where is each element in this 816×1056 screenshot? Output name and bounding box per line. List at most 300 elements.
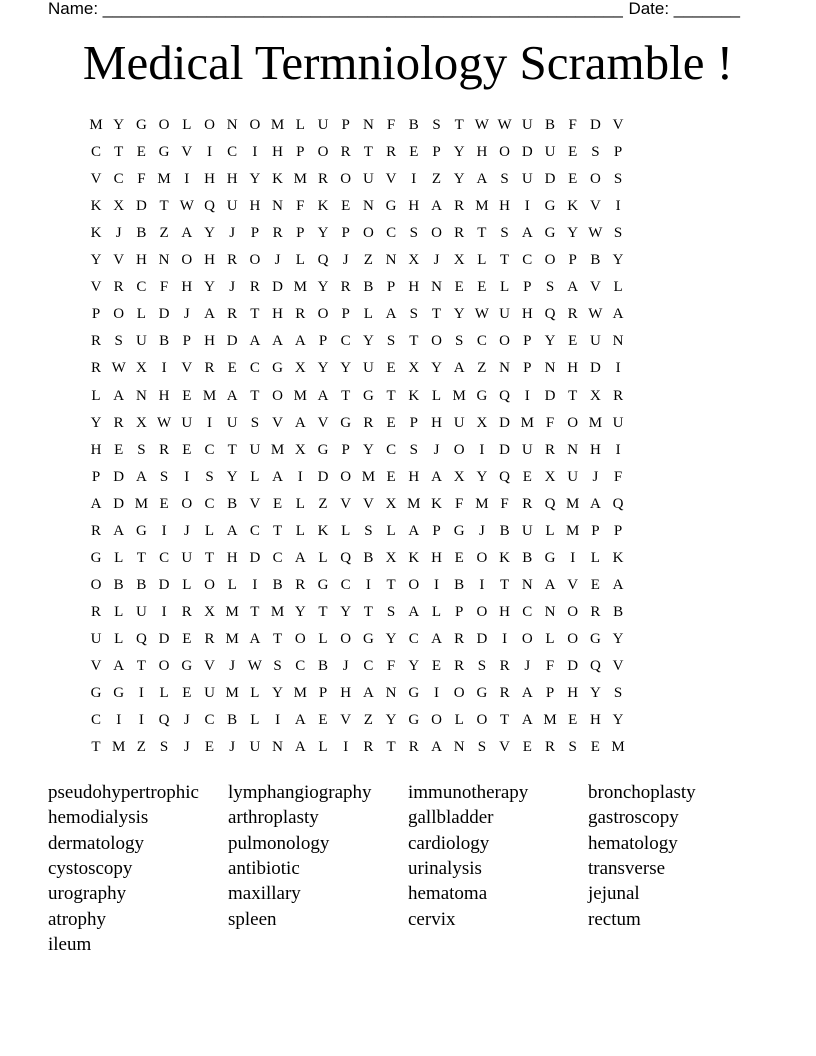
word-list-item: gallbladder — [408, 807, 494, 829]
grid-letter: Y — [249, 171, 261, 188]
grid-letter: O — [90, 576, 102, 593]
grid-letter: P — [409, 414, 418, 431]
grid-letter: C — [522, 603, 533, 620]
grid-letter: H — [158, 387, 170, 404]
grid-letter: H — [521, 306, 533, 323]
grid-letter: A — [226, 387, 238, 404]
grid-letter: V — [317, 414, 329, 431]
grid-letter: O — [499, 144, 511, 161]
grid-letter: Q — [612, 495, 624, 512]
grid-letter: T — [386, 387, 396, 404]
grid-letter: Z — [318, 495, 328, 512]
grid-letter: C — [204, 712, 215, 729]
word-list-item: spleen — [228, 908, 277, 930]
grid-letter: R — [386, 144, 397, 161]
grid-letter: J — [433, 441, 440, 458]
grid-letter: D — [158, 576, 170, 593]
grid-letter: K — [431, 495, 442, 512]
grid-letter: T — [114, 144, 124, 161]
grid-letter: B — [454, 576, 465, 593]
grid-letter: S — [613, 685, 623, 702]
grid-letter: M — [293, 279, 307, 296]
grid-letter: H — [408, 468, 420, 485]
grid-letter: B — [590, 252, 601, 269]
grid-letter: U — [249, 739, 261, 756]
grid-letter: E — [454, 279, 464, 296]
grid-letter: I — [207, 144, 212, 161]
grid-letter: X — [589, 387, 601, 404]
grid-letter: Y — [589, 685, 601, 702]
grid-letter: O — [158, 658, 170, 674]
grid-letter: H — [272, 306, 284, 323]
grid-letter: N — [362, 117, 374, 133]
grid-letter: I — [502, 630, 508, 647]
grid-letter: U — [204, 685, 215, 702]
grid-letter: N — [544, 603, 556, 620]
grid-letter: T — [250, 603, 260, 620]
grid-letter: M — [293, 685, 307, 702]
grid-letter: C — [249, 522, 260, 539]
grid-letter: P — [318, 333, 328, 350]
grid-letter: S — [137, 441, 146, 458]
grid-letter: L — [136, 306, 146, 323]
grid-letter: I — [161, 603, 167, 620]
grid-letter: L — [204, 522, 215, 539]
grid-letter: V — [499, 739, 511, 756]
grid-letter: U — [544, 144, 556, 161]
grid-letter: F — [568, 117, 577, 133]
grid-letter: X — [135, 360, 147, 377]
grid-letter: D — [158, 630, 170, 647]
grid-letter: O — [340, 630, 352, 647]
grid-letter: P — [182, 333, 191, 350]
grid-letter: L — [250, 468, 260, 485]
grid-letter: Q — [499, 387, 511, 404]
grid-letter: R — [113, 414, 124, 431]
grid-letter: C — [249, 360, 260, 377]
grid-letter: O — [249, 117, 261, 133]
grid-letter: A — [431, 739, 442, 756]
grid-letter: A — [135, 468, 147, 485]
grid-letter: E — [159, 495, 169, 512]
grid-letter: T — [363, 144, 373, 161]
grid-letter: P — [432, 144, 441, 161]
grid-letter: C — [113, 171, 124, 188]
grid-letter: Y — [272, 685, 284, 702]
grid-letter: A — [408, 522, 420, 539]
grid-letter: G — [90, 549, 102, 566]
grid-letter: M — [566, 522, 580, 539]
grid-letter: I — [479, 576, 485, 593]
grid-letter: E — [114, 441, 124, 458]
grid-letter: Y — [362, 333, 374, 350]
word-list-item: arthroplasty — [228, 807, 319, 829]
grid-letter: R — [159, 441, 170, 458]
grid-letter: N — [135, 387, 147, 404]
grid-letter: R — [613, 387, 624, 404]
grid-letter: G — [589, 630, 601, 647]
grid-letter: T — [500, 712, 510, 729]
grid-letter: M — [293, 387, 307, 404]
grid-letter: E — [136, 144, 146, 161]
grid-letter: G — [90, 685, 102, 702]
grid-letter: R — [544, 441, 555, 458]
grid-letter: P — [523, 279, 532, 296]
grid-letter: B — [227, 495, 238, 512]
grid-letter: R — [544, 739, 555, 756]
grid-letter: I — [570, 549, 576, 566]
grid-letter: A — [612, 576, 624, 593]
grid-letter: I — [138, 685, 144, 702]
grid-letter: O — [476, 712, 488, 729]
grid-letter: N — [453, 739, 465, 756]
grid-letter: E — [590, 576, 600, 593]
grid-letter: O — [499, 333, 511, 350]
grid-letter: A — [113, 658, 125, 674]
grid-letter: G — [385, 198, 397, 215]
grid-letter: D — [249, 549, 261, 566]
grid-letter: F — [545, 658, 555, 674]
grid-letter: M — [225, 630, 239, 647]
grid-letter: E — [386, 360, 396, 377]
grid-letter: T — [454, 117, 464, 133]
grid-letter: T — [431, 306, 442, 323]
grid-letter: J — [183, 522, 190, 539]
grid-letter: M — [520, 414, 534, 431]
word-list-item: lymphangiography — [228, 782, 372, 803]
grid-letter: F — [296, 198, 305, 215]
grid-letter: E — [568, 333, 578, 350]
grid-letter: L — [431, 603, 442, 620]
grid-letter: A — [567, 279, 579, 296]
grid-letter: O — [567, 603, 579, 620]
grid-letter: M — [293, 171, 307, 188]
grid-letter: J — [342, 252, 349, 269]
grid-letter: V — [249, 495, 261, 512]
grid-letter: D — [113, 468, 125, 485]
grid-letter: U — [226, 198, 238, 215]
grid-letter: V — [90, 658, 102, 674]
grid-letter: A — [226, 522, 238, 539]
grid-letter: T — [250, 387, 260, 404]
grid-letter: L — [182, 576, 192, 593]
grid-letter: Y — [340, 360, 352, 377]
grid-letter: C — [363, 658, 374, 674]
grid-letter: Z — [363, 712, 373, 729]
grid-letter: T — [91, 739, 101, 756]
grid-letter: Y — [385, 630, 397, 647]
grid-letter: U — [249, 441, 261, 458]
grid-letter: H — [204, 333, 215, 350]
grid-letter: I — [615, 441, 621, 458]
grid-letter: Q — [544, 306, 556, 323]
grid-letter: E — [182, 685, 192, 702]
grid-letter: Y — [294, 603, 306, 620]
grid-letter: H — [340, 685, 352, 702]
grid-letter: M — [566, 495, 580, 512]
grid-letter: S — [613, 225, 623, 242]
grid-letter: L — [363, 306, 373, 323]
grid-letter: S — [159, 739, 169, 756]
grid-letter: L — [318, 549, 328, 566]
grid-letter: X — [408, 252, 420, 269]
grid-letter: V — [612, 117, 624, 133]
grid-letter: C — [522, 252, 533, 269]
word-list-item: cystoscopy — [48, 857, 133, 879]
grid-letter: N — [385, 252, 397, 269]
grid-letter: V — [589, 198, 601, 215]
grid-letter: R — [454, 198, 465, 215]
grid-letter: U — [521, 171, 533, 188]
grid-letter: W — [474, 306, 489, 323]
grid-letter: S — [613, 171, 623, 188]
grid-letter: L — [159, 685, 169, 702]
grid-letter: L — [545, 522, 555, 539]
grid-letter: U — [567, 468, 579, 485]
grid-letter: P — [545, 685, 555, 702]
grid-letter: J — [183, 712, 190, 729]
grid-letter: I — [161, 360, 167, 377]
grid-letter: V — [181, 360, 193, 377]
grid-letter: P — [341, 117, 350, 133]
grid-letter: A — [431, 198, 442, 215]
grid-letter: I — [434, 685, 439, 702]
grid-letter: P — [455, 603, 464, 620]
grid-letter: H — [589, 441, 601, 458]
grid-letter: S — [386, 603, 396, 620]
grid-letter: I — [252, 576, 258, 593]
grid-letter: P — [613, 522, 623, 539]
grid-letter: J — [183, 306, 190, 323]
grid-letter: M — [270, 441, 285, 458]
grid-letter: E — [182, 441, 192, 458]
grid-letter: I — [365, 576, 371, 593]
grid-letter: K — [90, 225, 102, 242]
grid-letter: J — [592, 468, 599, 485]
grid-letter: P — [296, 225, 305, 242]
grid-letter: G — [544, 549, 556, 566]
grid-letter: A — [272, 468, 284, 485]
grid-letter: C — [340, 333, 351, 350]
grid-letter: C — [408, 630, 419, 647]
grid-letter: M — [89, 117, 103, 133]
grid-letter: S — [273, 658, 282, 674]
grid-letter: T — [386, 576, 396, 593]
grid-letter: E — [386, 468, 396, 485]
grid-letter: G — [113, 685, 125, 702]
grid-letter: P — [296, 144, 305, 161]
grid-letter: T — [227, 441, 237, 458]
grid-letter: N — [612, 333, 624, 350]
grid-letter: I — [184, 468, 190, 485]
grid-letter: B — [613, 603, 624, 620]
grid-letter: J — [229, 279, 236, 296]
grid-letter: P — [386, 279, 396, 296]
page-title: Medical Termniology Scramble ! — [82, 35, 734, 90]
grid-letter: L — [114, 630, 124, 647]
grid-letter: H — [567, 685, 579, 702]
grid-letter: E — [341, 198, 351, 215]
grid-letter: E — [182, 630, 192, 647]
grid-letter: Y — [453, 144, 465, 161]
grid-letter: D — [317, 468, 329, 485]
grid-letter: S — [364, 522, 373, 539]
grid-letter: S — [386, 333, 396, 350]
grid-letter: C — [159, 549, 170, 566]
word-list-item: transverse — [588, 857, 666, 879]
grid-letter: A — [521, 685, 533, 702]
grid-letter: I — [275, 712, 281, 729]
grid-letter: H — [226, 549, 238, 566]
grid-letter: V — [385, 171, 397, 188]
grid-letter: S — [409, 306, 418, 323]
grid-letter: A — [521, 712, 533, 729]
grid-letter: U — [499, 306, 511, 323]
grid-letter: O — [181, 252, 193, 269]
grid-letter: Y — [204, 279, 215, 296]
grid-letter: Y — [90, 252, 102, 269]
grid-letter: H — [272, 144, 284, 161]
grid-letter: R — [204, 360, 215, 377]
grid-letter: A — [294, 739, 306, 756]
grid-letter: U — [612, 414, 624, 431]
grid-letter: Z — [136, 739, 146, 756]
grid-letter: H — [135, 252, 147, 269]
grid-letter: T — [363, 603, 373, 620]
grid-letter: A — [476, 171, 488, 188]
grid-letter: N — [567, 441, 579, 458]
grid-letter: E — [318, 712, 328, 729]
grid-letter: P — [613, 144, 623, 161]
grid-letter: F — [159, 279, 169, 296]
grid-letter: Y — [408, 658, 420, 674]
grid-letter: B — [159, 333, 170, 350]
grid-letter: R — [522, 495, 533, 512]
grid-letter: C — [340, 576, 351, 593]
grid-letter: B — [227, 712, 238, 729]
grid-letter: O — [431, 225, 442, 242]
grid-letter: I — [161, 522, 167, 539]
grid-letter: T — [386, 739, 396, 756]
grid-letter: N — [272, 739, 284, 756]
grid-letter: B — [113, 576, 124, 593]
grid-letter: R — [272, 225, 283, 242]
grid-letter: Y — [453, 171, 465, 188]
grid-letter: W — [497, 117, 512, 133]
grid-letter: P — [250, 225, 260, 242]
grid-letter: A — [521, 225, 533, 242]
grid-letter: X — [385, 549, 397, 566]
grid-letter: X — [408, 360, 420, 377]
grid-letter: O — [340, 171, 352, 188]
word-list-item: maxillary — [228, 883, 301, 905]
grid-letter: V — [272, 414, 284, 431]
grid-letter: R — [363, 414, 374, 431]
grid-letter: J — [478, 522, 485, 539]
grid-letter: I — [252, 144, 258, 161]
grid-letter: Y — [204, 225, 215, 242]
grid-letter: Y — [544, 333, 556, 350]
grid-letter: M — [611, 739, 625, 756]
word-list-item: pseudohypertrophic — [48, 782, 199, 803]
grid-letter: W — [588, 306, 603, 323]
grid-letter: K — [567, 198, 579, 215]
grid-letter: R — [363, 739, 374, 756]
grid-letter: G — [453, 522, 465, 539]
grid-letter: A — [204, 306, 215, 323]
grid-letter: S — [500, 171, 509, 188]
grid-letter: W — [111, 360, 126, 377]
grid-letter: S — [432, 117, 441, 133]
grid-letter: L — [431, 387, 442, 404]
grid-letter: W — [247, 658, 262, 674]
grid-letter: L — [227, 576, 237, 593]
grid-letter: A — [294, 414, 306, 431]
grid-letter: A — [249, 333, 261, 350]
grid-letter: A — [362, 685, 374, 702]
grid-letter: X — [453, 468, 465, 485]
grid-letter: R — [454, 630, 465, 647]
grid-letter: E — [568, 144, 578, 161]
grid-letter: N — [431, 279, 442, 296]
header-row — [48, 0, 740, 20]
grid-letter: O — [453, 685, 465, 702]
grid-letter: R — [340, 279, 351, 296]
grid-letter: B — [136, 225, 147, 242]
word-list-item: hematology — [588, 832, 678, 854]
grid-letter: B — [522, 549, 533, 566]
grid-letter: W — [157, 414, 172, 431]
grid-letter: S — [568, 739, 577, 756]
grid-letter: X — [476, 414, 488, 431]
grid-letter: R — [295, 576, 306, 593]
word-list-item: rectum — [588, 908, 641, 930]
grid-letter: G — [317, 441, 329, 458]
grid-letter: M — [452, 387, 466, 404]
grid-letter: D — [499, 441, 511, 458]
grid-letter: W — [588, 225, 603, 242]
grid-letter: Y — [567, 225, 579, 242]
grid-letter: L — [295, 252, 305, 269]
grid-letter: M — [157, 171, 171, 188]
grid-letter: A — [294, 712, 306, 729]
grid-letter: R — [408, 739, 419, 756]
grid-letter: T — [341, 387, 351, 404]
grid-letter: Y — [612, 252, 624, 269]
grid-letter: J — [433, 252, 440, 269]
grid-letter: M — [202, 387, 217, 404]
grid-letter: P — [341, 225, 350, 242]
grid-letter: Y — [612, 712, 624, 729]
grid-letter: F — [613, 468, 623, 485]
grid-letter: M — [112, 739, 126, 756]
grid-letter: Q — [317, 252, 329, 269]
grid-letter: T — [273, 522, 283, 539]
grid-letter: V — [567, 576, 579, 593]
grid-letter: K — [612, 549, 624, 566]
grid-letter: K — [317, 522, 329, 539]
grid-letter: A — [249, 630, 261, 647]
grid-letter: O — [362, 225, 374, 242]
word-list-item: pulmonology — [228, 832, 330, 854]
grid-letter: O — [294, 630, 306, 647]
grid-letter: B — [408, 117, 419, 133]
word-list-item: dermatology — [48, 832, 145, 854]
grid-letter: T — [318, 603, 328, 620]
grid-letter: L — [454, 712, 464, 729]
grid-letter: U — [226, 414, 238, 431]
grid-letter: Z — [363, 252, 373, 269]
